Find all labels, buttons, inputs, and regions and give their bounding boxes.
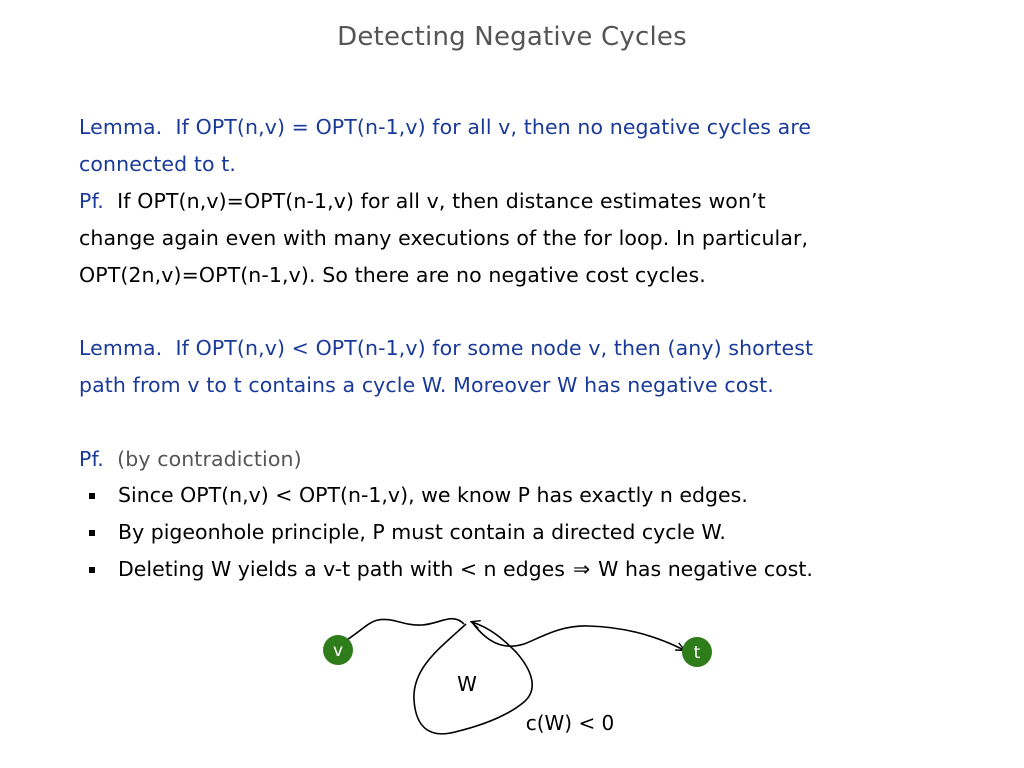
bullet-3-text-pre: Deleting W yields a v-t path with < n edges	[118, 557, 565, 581]
path-cycle-to-t	[472, 622, 684, 650]
path-v-to-cycle	[345, 619, 464, 641]
bullet-3-text-post: W has negative cost.	[598, 557, 813, 581]
proof-2-note: (by contradiction)	[117, 447, 302, 471]
bullet-2-text: By pigeonhole principle, P must contain a directed cycle W.	[118, 520, 726, 544]
node-t-label: t	[693, 643, 701, 663]
cost-label: c(W) < 0	[525, 711, 615, 735]
implies-symbol: ⇒	[572, 557, 591, 581]
proof-1-line-3: OPT(2n,v)=OPT(n-1,v). So there are no negative cost cycles.	[79, 263, 706, 287]
slide-title: Detecting Negative Cycles	[337, 22, 687, 52]
lemma-2-text-1: If OPT(n,v) < OPT(n-1,v) for some node v, then (any) shortest	[175, 336, 814, 360]
lemma-1-text-1: If OPT(n,v) = OPT(n-1,v) for all v, then no negative cycles are	[175, 115, 812, 139]
bullet-1-text: Since OPT(n,v) < OPT(n-1,v), we know P has exactly n edges.	[118, 483, 748, 507]
lemma-1-line-2: connected to t.	[79, 152, 237, 176]
lemma-2-label: Lemma.	[79, 336, 163, 360]
node-v-label: v	[332, 641, 344, 661]
cycle-w-label: W	[457, 672, 477, 696]
proof-1-line-2: change again even with many executions of the for loop. In particular,	[79, 226, 809, 250]
proof-2-label: Pf.	[79, 447, 104, 471]
proof-1-text-1: If OPT(n,v)=OPT(n-1,v) for all v, then distance estimates won’t	[117, 189, 766, 213]
lemma-2-line-2: path from v to t contains a cycle W. Moreover W has negative cost.	[79, 373, 774, 397]
proof-1-label: Pf.	[79, 189, 104, 213]
lemma-1-label: Lemma.	[79, 115, 163, 139]
